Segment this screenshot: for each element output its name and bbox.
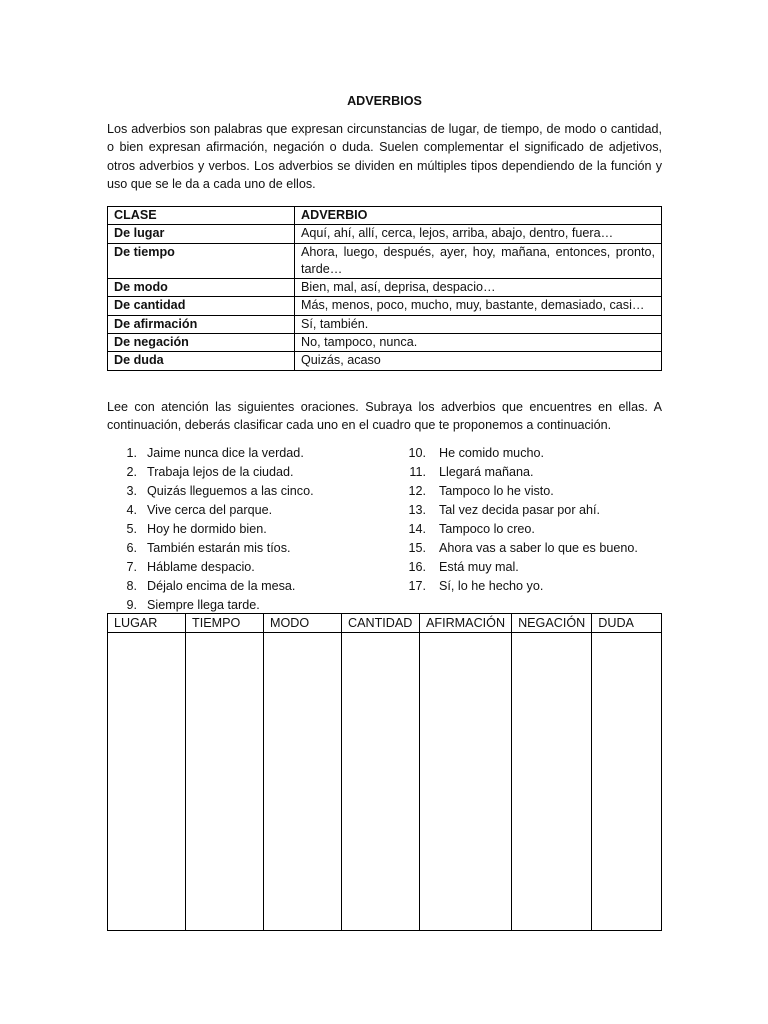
classification-grid: [107, 613, 662, 931]
sentence-text: Llegará mañana.: [439, 465, 534, 479]
adverbio-cell: No, tampoco, nunca.: [295, 334, 662, 352]
item-number: 9.: [126, 598, 137, 612]
intro-paragraph: Los adverbios son palabras que expresan circunstancias de lugar, de tiempo, de modo o cantidad, o bien expresan afirmación, negación o duda. Suelen complementar el significado de adjetivos, otros adverbios y verbos. Los adverbios se dividen en múltiples tipos dependiendo de la función y uso que se le da a cada uno de ellos.: [107, 122, 662, 192]
sentence-text: Tampoco lo creo.: [439, 522, 535, 536]
item-number: 7.: [126, 560, 137, 574]
answer-cell-negacion[interactable]: [512, 633, 592, 931]
item-number: 11.: [409, 465, 426, 479]
item-number: 10.: [408, 446, 426, 460]
sentence-text: Tal vez decida pasar por ahí.: [439, 503, 601, 517]
table-row: [108, 297, 662, 315]
sentence-text: Tampoco lo he visto.: [439, 484, 554, 498]
adverbio-cell: Más, menos, poco, mucho, muy, bastante, demasiado, casi…: [295, 297, 662, 315]
grid-header-afirmacion: AFIRMACIÓN: [420, 614, 512, 633]
table-row: [108, 279, 662, 297]
item-number: 1.: [126, 446, 137, 460]
list-item: [408, 539, 657, 558]
list-item: [408, 482, 657, 501]
list-item: [119, 577, 419, 596]
sentence-text: También estarán mis tíos.: [147, 541, 291, 555]
adverbio-cell: Ahora, luego, después, ayer, hoy, mañana, entonces, pronto, tarde…: [295, 243, 662, 279]
sentence-text: He comido mucho.: [439, 446, 544, 460]
clase-cell: De afirmación: [108, 315, 295, 333]
item-number: 17.: [408, 579, 426, 593]
clase-cell: De modo: [108, 279, 295, 297]
item-number: 8.: [126, 579, 137, 593]
grid-header-modo: MODO: [264, 614, 342, 633]
sentence-text: Vive cerca del parque.: [147, 503, 273, 517]
sentence-column-left: [119, 444, 419, 615]
instructions-paragraph: Lee con atención las siguientes oraciones. Subraya los adverbios que encuentres en ellas. A continuación, deberás clasificar cada uno en el cuadro que te proponemos a continuación.: [107, 400, 662, 433]
list-item: [408, 558, 657, 577]
sentence-list: [107, 444, 662, 616]
table-row: [108, 352, 662, 370]
grid-header-negacion: NEGACIÓN: [512, 614, 592, 633]
answer-cell-cantidad[interactable]: [342, 633, 420, 931]
sentence-text: Jaime nunca dice la verdad.: [147, 446, 304, 460]
clase-cell: De tiempo: [108, 243, 295, 279]
sentence-text: Quizás lleguemos a las cinco.: [147, 484, 314, 498]
list-item: [408, 577, 657, 596]
item-number: 4.: [126, 503, 137, 517]
item-number: 2.: [126, 465, 137, 479]
grid-header-lugar: LUGAR: [108, 614, 186, 633]
list-item: [119, 482, 419, 501]
item-number: 3.: [126, 484, 137, 498]
answer-cell-afirmacion[interactable]: [420, 633, 512, 931]
sentence-text: Ahora vas a saber lo que es bueno.: [439, 541, 638, 555]
list-item: [409, 463, 657, 482]
item-number: 12.: [408, 484, 426, 498]
item-number: 16.: [408, 560, 426, 574]
sentence-text: Trabaja lejos de la ciudad.: [147, 465, 294, 479]
answer-cell-modo[interactable]: [264, 633, 342, 931]
adverb-classes-table: [107, 206, 662, 371]
clase-cell: De duda: [108, 352, 295, 370]
adverbio-cell: Sí, también.: [295, 315, 662, 333]
grid-header-row: [108, 614, 662, 633]
list-item: [119, 520, 419, 539]
adverbio-cell: Bien, mal, así, deprisa, despacio…: [295, 279, 662, 297]
grid-header-duda: DUDA: [592, 614, 662, 633]
list-item: [119, 463, 419, 482]
header-adverbio: ADVERBIO: [295, 207, 662, 225]
list-item: [408, 444, 657, 463]
sentence-text: Sí, lo he hecho yo.: [439, 579, 544, 593]
grid-header-tiempo: TIEMPO: [186, 614, 264, 633]
sentence-column-right: [408, 444, 657, 596]
answer-cell-duda[interactable]: [592, 633, 662, 931]
sentence-text: Está muy mal.: [439, 560, 519, 574]
clase-cell: De cantidad: [108, 297, 295, 315]
list-item: [119, 501, 419, 520]
table-row: [108, 243, 662, 279]
list-item: [408, 520, 657, 539]
grid-header-cantidad: CANTIDAD: [342, 614, 420, 633]
item-number: 14.: [408, 522, 426, 536]
item-number: 5.: [126, 522, 137, 536]
item-number: 15.: [408, 541, 426, 555]
table-header-row: [108, 207, 662, 225]
answer-cell-tiempo[interactable]: [186, 633, 264, 931]
table-row: [108, 334, 662, 352]
clase-cell: De negación: [108, 334, 295, 352]
page-title: ADVERBIOS: [347, 94, 422, 108]
list-item: [119, 444, 419, 463]
answer-cell-lugar[interactable]: [108, 633, 186, 931]
clase-cell: De lugar: [108, 225, 295, 243]
sentence-text: Hoy he dormido bien.: [147, 522, 267, 536]
header-clase: CLASE: [108, 207, 295, 225]
list-item: [408, 501, 657, 520]
item-number: 6.: [126, 541, 137, 555]
sentence-text: Siempre llega tarde.: [147, 598, 260, 612]
adverbio-cell: Quizás, acaso: [295, 352, 662, 370]
grid-answer-row: [108, 633, 662, 931]
adverbio-cell: Aquí, ahí, allí, cerca, lejos, arriba, abajo, dentro, fuera…: [295, 225, 662, 243]
item-number: 13.: [408, 503, 426, 517]
table-row: [108, 225, 662, 243]
list-item: [119, 539, 419, 558]
sentence-text: Déjalo encima de la mesa.: [147, 579, 296, 593]
sentence-text: Háblame despacio.: [147, 560, 255, 574]
list-item: [119, 558, 419, 577]
table-row: [108, 315, 662, 333]
